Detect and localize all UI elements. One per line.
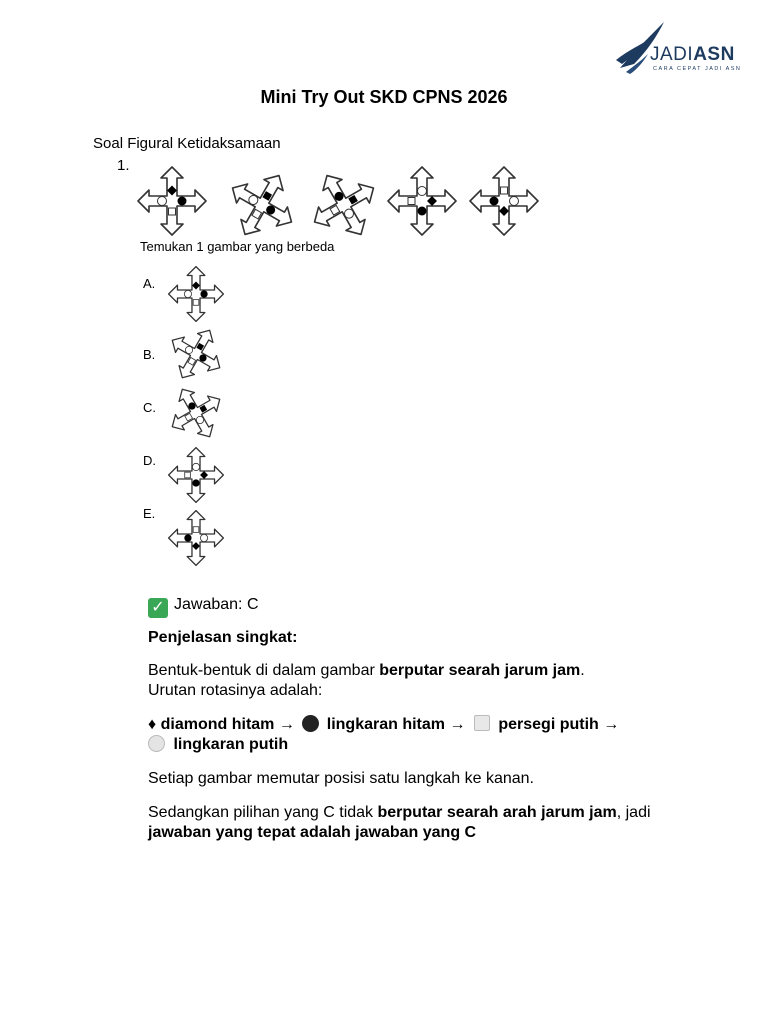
option-c-label[interactable]: C. <box>143 400 156 415</box>
option-e-label[interactable]: E. <box>143 506 156 521</box>
option-d-label[interactable]: D. <box>143 453 156 468</box>
sequence-figure-3 <box>308 169 380 241</box>
explanation-paragraph-3: Setiap gambar memutar posisi satu langkah ke kanan. <box>148 770 534 787</box>
white-circle-icon <box>148 735 165 752</box>
sequence-figure-5 <box>468 165 540 237</box>
sequence-figure-1 <box>136 165 208 237</box>
answer-line <box>148 595 708 618</box>
option-d-figure[interactable] <box>167 446 225 504</box>
question-number: 1. <box>117 157 130 174</box>
explanation-title: Penjelasan singkat: <box>148 629 298 646</box>
answer-text: Jawaban: C <box>174 596 259 613</box>
check-mark-icon: ✓ <box>148 598 168 618</box>
option-a-label[interactable]: A. <box>143 276 156 291</box>
white-square-icon <box>474 715 490 731</box>
section-heading: Soal Figural Ketidaksamaan <box>93 135 281 152</box>
option-e-figure[interactable] <box>167 509 225 567</box>
rotation-sequence: ♦ diamond hitam → lingkaran hitam → persegi putih → lingkaran putih <box>148 716 620 753</box>
logo-wordmark: JADIASN <box>650 44 735 65</box>
sequence-figure-4 <box>386 165 458 237</box>
option-b-figure[interactable] <box>167 325 225 383</box>
question-instruction: Temukan 1 gambar yang berbeda <box>140 239 335 254</box>
option-b-label[interactable]: B. <box>143 347 156 362</box>
option-a-figure[interactable] <box>167 265 225 323</box>
logo-tagline: CARA CEPAT JADI ASN <box>653 66 742 72</box>
black-circle-icon <box>302 715 319 732</box>
sequence-figure-2 <box>226 169 298 241</box>
explanation-paragraph-1: Bentuk-bentuk di dalam gambar berputar searah jarum jam. Urutan rotasinya adalah: <box>148 662 585 699</box>
explanation-paragraph-4: Sedangkan pilihan yang C tidak berputar searah arah jarum jam, jadi jawaban yang tepat adalah jawaban yang C <box>148 804 651 841</box>
option-c-figure[interactable] <box>167 384 225 442</box>
page-title: Mini Try Out SKD CPNS 2026 <box>260 87 508 107</box>
